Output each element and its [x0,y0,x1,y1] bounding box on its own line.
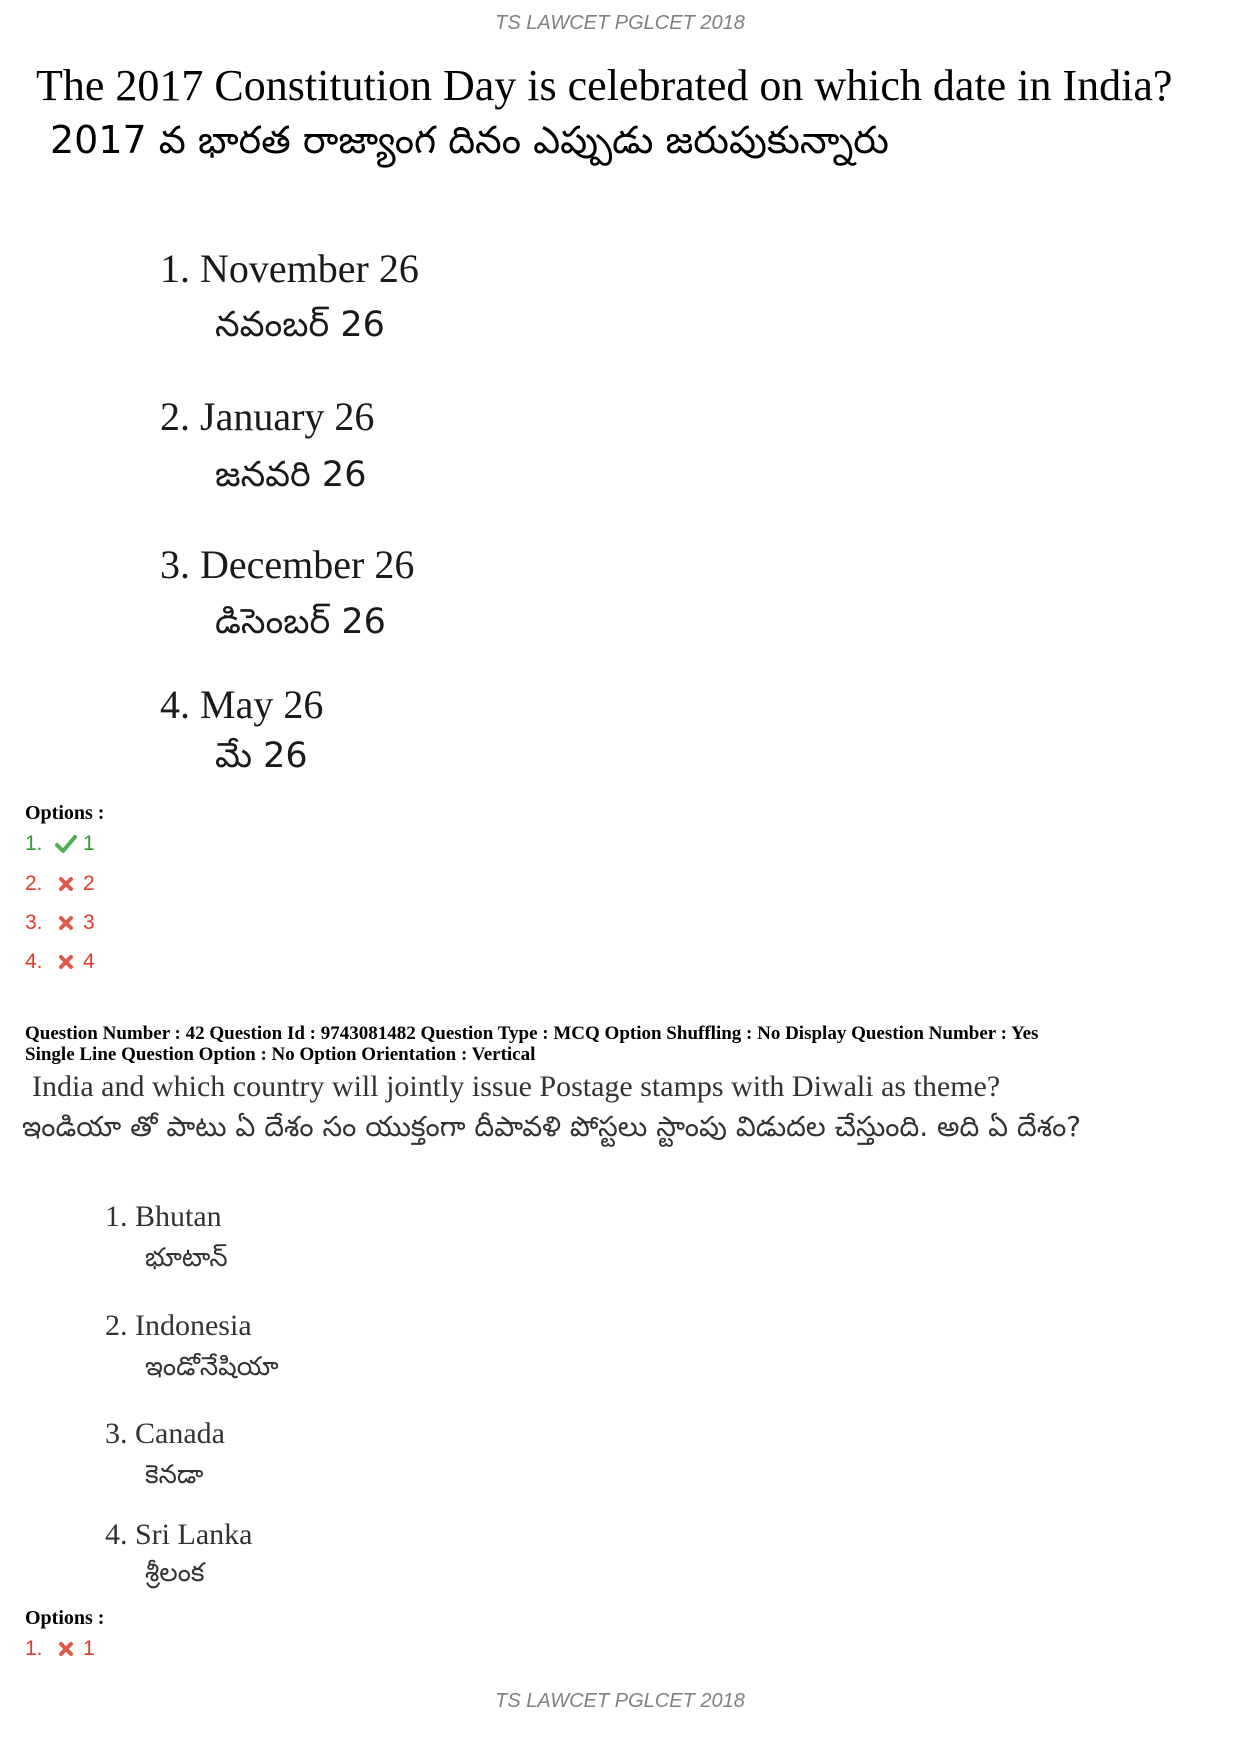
q1-answer-3 [25,911,95,935]
q1-option-1-telugu: నవంబర్ 26 [215,305,385,345]
q2-option-4-english: 4. Sri Lanka [105,1518,253,1551]
q1-option-2-english: 2. January 26 [160,394,375,439]
q1-options-label: Options : [25,802,105,824]
question-2-english: India and which country will jointly issue Postage stamps with Diwali as theme? [32,1070,1001,1103]
q1-answer-2 [25,872,95,896]
q2-option-2-english: 2. Indonesia [105,1309,252,1342]
question-1-telugu: 2017 వ భారత రాజ్యాంగ దినం ఎప్పుడు జరుపుకున్నారు [50,118,889,162]
q2-option-3-english: 3. Canada [105,1417,225,1450]
answer-value: 1 [83,1637,95,1660]
q1-option-4-telugu: మే 26 [215,736,308,776]
q2-options-label: Options : [25,1607,105,1629]
answer-value: 3 [83,911,95,934]
answer-number: 3. [25,911,43,934]
q2-meta-line-2: Single Line Question Option : No Option Orientation : Vertical [25,1044,536,1065]
question-1-english: The 2017 Constitution Day is celebrated on which date in India? [36,61,1173,110]
q2-option-2-telugu: ఇండోనేషియా [145,1352,279,1382]
check-icon [53,834,79,854]
q1-option-2-telugu: జనవరి 26 [215,455,367,495]
answer-value: 4 [83,950,95,973]
q2-answer-1 [25,1637,95,1661]
q2-option-1-telugu: భూటాన్ [145,1243,228,1273]
cross-icon [53,954,79,970]
page-footer: TS LAWCET PGLCET 2018 [495,1690,745,1712]
q2-option-4-telugu: శ్రీలంక [145,1558,205,1588]
answer-number: 1. [25,1637,43,1660]
q1-option-4-english: 4. May 26 [160,682,324,727]
q1-option-1-english: 1. November 26 [160,246,419,291]
answer-value: 1 [83,832,95,855]
q2-option-3-telugu: కెనడా [145,1460,204,1490]
answer-number: 2. [25,872,43,895]
q2-meta-line-1: Question Number : 42 Question Id : 9743081482 Question Type : MCQ Option Shuffling : No Display Question Number : Yes [25,1023,1039,1044]
cross-icon [53,876,79,892]
question-2-telugu: ఇండియా తో పాటు ఏ దేశం సం యుక్తంగా దీపావళి పోస్టలు స్టాంపు విడుదల చేస్తుంది. అది ఏ దేశం? [22,1110,1082,1143]
cross-icon [53,915,79,931]
q1-option-3-telugu: డిసెంబర్ 26 [215,602,386,642]
q1-answer-1 [25,832,95,856]
q1-answer-4 [25,950,95,974]
page-header: TS LAWCET PGLCET 2018 [495,12,745,34]
answer-number: 4. [25,950,43,973]
answer-value: 2 [83,872,95,895]
q1-option-3-english: 3. December 26 [160,542,415,587]
answer-number: 1. [25,832,43,855]
q2-option-1-english: 1. Bhutan [105,1200,222,1233]
cross-icon [53,1641,79,1657]
